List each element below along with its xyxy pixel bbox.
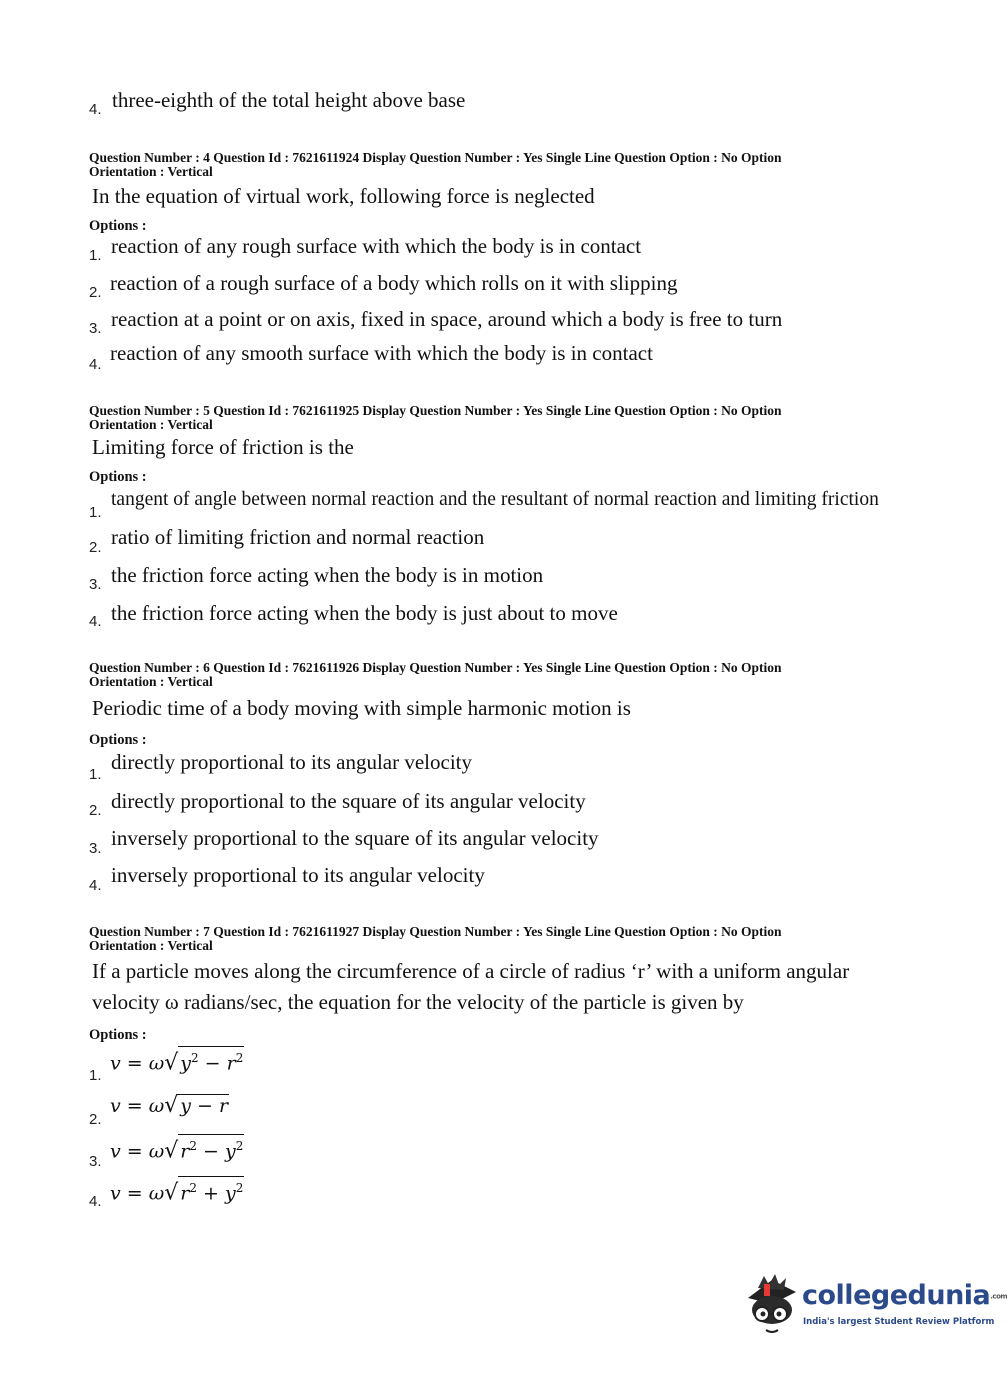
operator: + bbox=[197, 1182, 225, 1205]
options-label: Options : bbox=[89, 732, 147, 748]
option-number: 2. bbox=[89, 284, 102, 301]
option-number: 2. bbox=[89, 539, 102, 556]
option-text: the friction force acting when the body is just about to move bbox=[111, 601, 618, 625]
option-text: directly proportional to the square of its angular velocity bbox=[111, 789, 586, 813]
exponent: 2 bbox=[191, 1051, 199, 1065]
formula-lhs: v = ω bbox=[110, 1095, 165, 1117]
mascot-icon bbox=[742, 1270, 802, 1336]
sqrt-icon: √ bbox=[164, 1180, 179, 1206]
option-text: reaction of any smooth surface with which the body is in contact bbox=[110, 341, 653, 365]
option-number: 3. bbox=[89, 576, 102, 593]
question-6-meta bbox=[89, 661, 781, 689]
option-number: 3. bbox=[89, 320, 102, 337]
formula-option-4 bbox=[110, 1176, 244, 1205]
operator: − bbox=[197, 1140, 225, 1163]
option-text: ratio of limiting friction and normal reaction bbox=[111, 525, 485, 549]
sqrt-icon: √ bbox=[164, 1050, 179, 1076]
question-5-meta bbox=[89, 404, 781, 432]
question-text-line: velocity ω radians/sec, the equation for the velocity of the particle is given by bbox=[92, 990, 744, 1014]
option-number: 4. bbox=[89, 877, 102, 894]
option-text: inversely proportional to the square of its angular velocity bbox=[111, 826, 599, 850]
option-text: reaction of any rough surface with which the body is in contact bbox=[111, 234, 642, 258]
option-number: 1. bbox=[89, 504, 102, 521]
option-number: 4. bbox=[89, 1193, 102, 1210]
option-text: the friction force acting when the body is in motion bbox=[111, 563, 544, 587]
sqrt-icon: √ bbox=[164, 1138, 179, 1164]
exponent: 2 bbox=[235, 1051, 244, 1065]
radicand-a: r bbox=[180, 1182, 190, 1205]
question-4-text: In the equation of virtual work, following force is neglected bbox=[92, 184, 595, 208]
option-number: 1. bbox=[89, 766, 102, 783]
brand-tagline: India's largest Student Review Platform bbox=[803, 1317, 995, 1327]
question-7-meta bbox=[89, 925, 781, 953]
option-text: inversely proportional to its angular velocity bbox=[111, 863, 485, 887]
exponent: 2 bbox=[235, 1181, 244, 1195]
operator: − bbox=[198, 1052, 227, 1075]
formula-lhs: v = ω bbox=[110, 1140, 165, 1163]
brand-suffix: .com bbox=[990, 1292, 1007, 1301]
option-number: 4. bbox=[89, 613, 102, 630]
option-number: 2. bbox=[89, 1111, 102, 1128]
option-number: 3. bbox=[89, 1153, 102, 1170]
meta-line: Orientation : Vertical bbox=[89, 938, 213, 953]
radicand-b: r bbox=[226, 1052, 236, 1075]
brand-logo bbox=[742, 1270, 1007, 1340]
option-number: 4. bbox=[89, 356, 102, 373]
formula-option-2 bbox=[110, 1093, 229, 1118]
radicand: y − r bbox=[180, 1095, 229, 1117]
meta-line: Orientation : Vertical bbox=[89, 164, 213, 179]
formula-lhs: v = ω bbox=[110, 1052, 165, 1075]
brand-name-text: collegedunia bbox=[802, 1280, 991, 1311]
option-number: 4. bbox=[89, 101, 102, 118]
option-number: 2. bbox=[89, 802, 102, 819]
formula-option-3 bbox=[110, 1134, 244, 1163]
question-4-meta bbox=[89, 151, 781, 179]
meta-line: Orientation : Vertical bbox=[89, 417, 213, 432]
option-number: 1. bbox=[89, 1067, 102, 1084]
meta-line: Question Number : 6 Question Id : 7621611926 Display Question Number : Yes Single Line Question Option : No Option bbox=[89, 660, 782, 675]
option-text: reaction of a rough surface of a body which rolls on it with slipping bbox=[110, 271, 678, 295]
option-number: 3. bbox=[89, 840, 102, 857]
brand-name bbox=[802, 1280, 1007, 1311]
options-label: Options : bbox=[89, 218, 147, 234]
option-text: tangent of angle between normal reaction and the resultant of normal reaction and limiting friction bbox=[111, 489, 879, 510]
sqrt-icon: √ bbox=[164, 1093, 179, 1118]
options-label: Options : bbox=[89, 1027, 147, 1043]
question-7-text bbox=[92, 956, 849, 1018]
option-text: reaction at a point or on axis, fixed in space, around which a body is free to turn bbox=[111, 307, 783, 331]
radicand-b: y bbox=[225, 1140, 236, 1163]
options-label: Options : bbox=[89, 469, 147, 485]
option-text: three-eighth of the total height above base bbox=[112, 88, 466, 112]
option-number: 1. bbox=[89, 247, 102, 264]
exponent: 2 bbox=[189, 1181, 197, 1195]
radicand-a: y bbox=[180, 1052, 191, 1075]
meta-line: Orientation : Vertical bbox=[89, 674, 213, 689]
question-text-line: If a particle moves along the circumference of a circle of radius ‘r’ with a uniform angular bbox=[92, 959, 850, 983]
question-5-text: Limiting force of friction is the bbox=[92, 435, 354, 459]
meta-line: Question Number : 5 Question Id : 7621611925 Display Question Number : Yes Single Line Question Option : No Option bbox=[89, 403, 782, 418]
meta-line: Question Number : 4 Question Id : 7621611924 Display Question Number : Yes Single Line Question Option : No Option bbox=[89, 150, 782, 165]
formula-option-1 bbox=[110, 1046, 244, 1075]
option-text: directly proportional to its angular velocity bbox=[111, 750, 472, 774]
exponent: 2 bbox=[189, 1139, 197, 1153]
radicand-b: y bbox=[225, 1182, 236, 1205]
meta-line: Question Number : 7 Question Id : 7621611927 Display Question Number : Yes Single Line Question Option : No Option bbox=[89, 924, 782, 939]
formula-lhs: v = ω bbox=[110, 1182, 165, 1205]
exponent: 2 bbox=[235, 1139, 244, 1153]
radicand-a: r bbox=[180, 1140, 190, 1163]
question-6-text: Periodic time of a body moving with simple harmonic motion is bbox=[92, 696, 631, 720]
